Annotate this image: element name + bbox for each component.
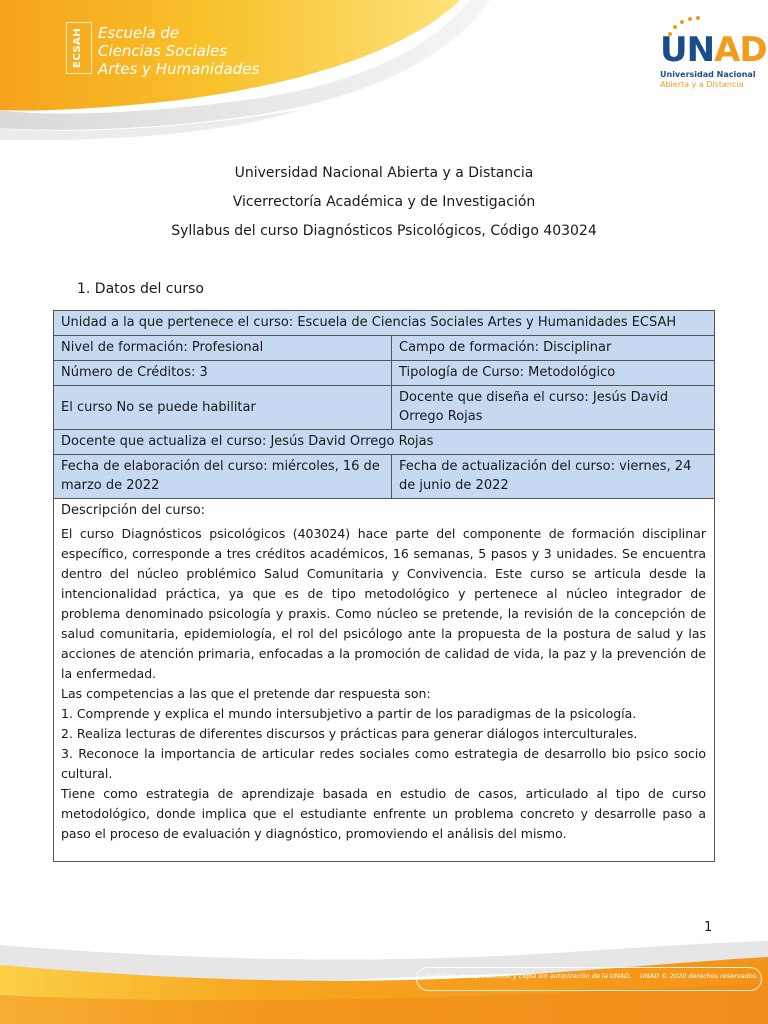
vicerrectoria-title: Vicerrectoría Académica y de Investigación [232,194,536,210]
cell-fecha-actualizacion: Fecha de actualización del curso: viernes, 24 de junio de 2022 [392,455,715,499]
unad-logo-ad: AD [714,30,767,70]
table-row [54,430,715,455]
unad-logo-subtitle1: Universidad Nacional [660,70,756,79]
table-row [54,455,715,499]
course-data-table [53,310,715,862]
footer-notice: Prohibida su reproducción y copia sin autorización de la UNAD. [426,972,632,980]
table-row [54,336,715,361]
descripcion-paragraph: El curso Diagnósticos psicológicos (403024) hace parte del componente de formación disciplinar específico, corresponde a tres créditos académicos, 16 semanas, 5 pasos y 3 unidades. Se encuentra dentro del núcleo problémico Salud Comunitaria y Convivencia. Este curso se articula desde la intencionalidad práctica, ya que es de tipo metodológico y pertenece al núcleo integrador de problema denominado psicología y praxis. Como núcleo se pretende, la revisión de la concepción de salud comunitaria, epidemiología, el rol del psicólogo ante la propuesta de la postura de salud y las acciones de atención primaria, enfocadas a la promoción de calidad de vida, la paz y la prevención de la enfermedad. [61,526,706,681]
table-row [54,499,715,862]
table-row [54,386,715,430]
table-row [54,311,715,336]
cell-nivel: Nivel de formación: Profesional [54,336,392,361]
descripcion-paragraph: Tiene como estrategia de aprendizaje basada en estudio de casos, articulado al tipo de curso metodológico, donde implica que el estudiante enfrente un problema concreto y desarrolle paso a paso el proceso de evaluación y diagnóstico, promoviendo el análisis del mismo. [61,786,706,841]
descripcion-paragraph: Las competencias a las que el pretende dar respuesta son: [61,686,431,701]
section-heading: 1. Datos del curso [77,281,204,297]
cell-habilitar: El curso No se puede habilitar [54,386,392,430]
descripcion-label: Descripción del curso: [61,503,206,518]
page-number: 1 [704,920,713,935]
competencia-item: 3. Reconoce la importancia de articular redes sociales como estrategia de desarrollo bio psico socio cultural. [61,746,706,781]
unad-logo-un: UN [660,30,715,70]
unad-logo-subtitle2: Abierta y a Distancia [660,80,744,89]
ecsah-vertical-label: ECSAH [66,22,92,74]
cell-unidad: Unidad a la que pertenece el curso: Escuela de Ciencias Sociales Artes y Humanidades ECSAH [54,311,715,336]
cell-tipologia: Tipología de Curso: Metodológico [392,361,715,386]
school-name-line2: Ciencias Sociales [98,42,228,60]
cell-creditos: Número de Créditos: 3 [54,361,392,386]
descripcion-body [61,524,707,858]
syllabus-title: Syllabus del curso Diagnósticos Psicológicos, Código 403024 [171,223,597,239]
unad-logo-word [660,30,767,70]
cell-docente-actualiza: Docente que actualiza el curso: Jesús David Orrego Rojas [54,430,715,455]
cell-fecha-elaboracion: Fecha de elaboración del curso: miércoles, 16 de marzo de 2022 [54,455,392,499]
footer-rights: UNAD © 2020 derechos reservados. [640,972,759,980]
school-name-line1: Escuela de [98,24,180,42]
cell-descripcion [54,499,715,862]
cell-campo: Campo de formación: Disciplinar [392,336,715,361]
school-name-line3: Artes y Humanidades [98,60,260,78]
cell-docente-disena: Docente que diseña el curso: Jesús David Orrego Rojas [392,386,715,430]
competencia-item: 1. Comprende y explica el mundo intersubjetivo a partir de los paradigmas de la psicología. [61,706,637,721]
competencia-item: 2. Realiza lecturas de diferentes discursos y prácticas para generar diálogos interculturales. [61,726,638,741]
university-title: Universidad Nacional Abierta y a Distancia [234,165,534,181]
table-row [54,361,715,386]
